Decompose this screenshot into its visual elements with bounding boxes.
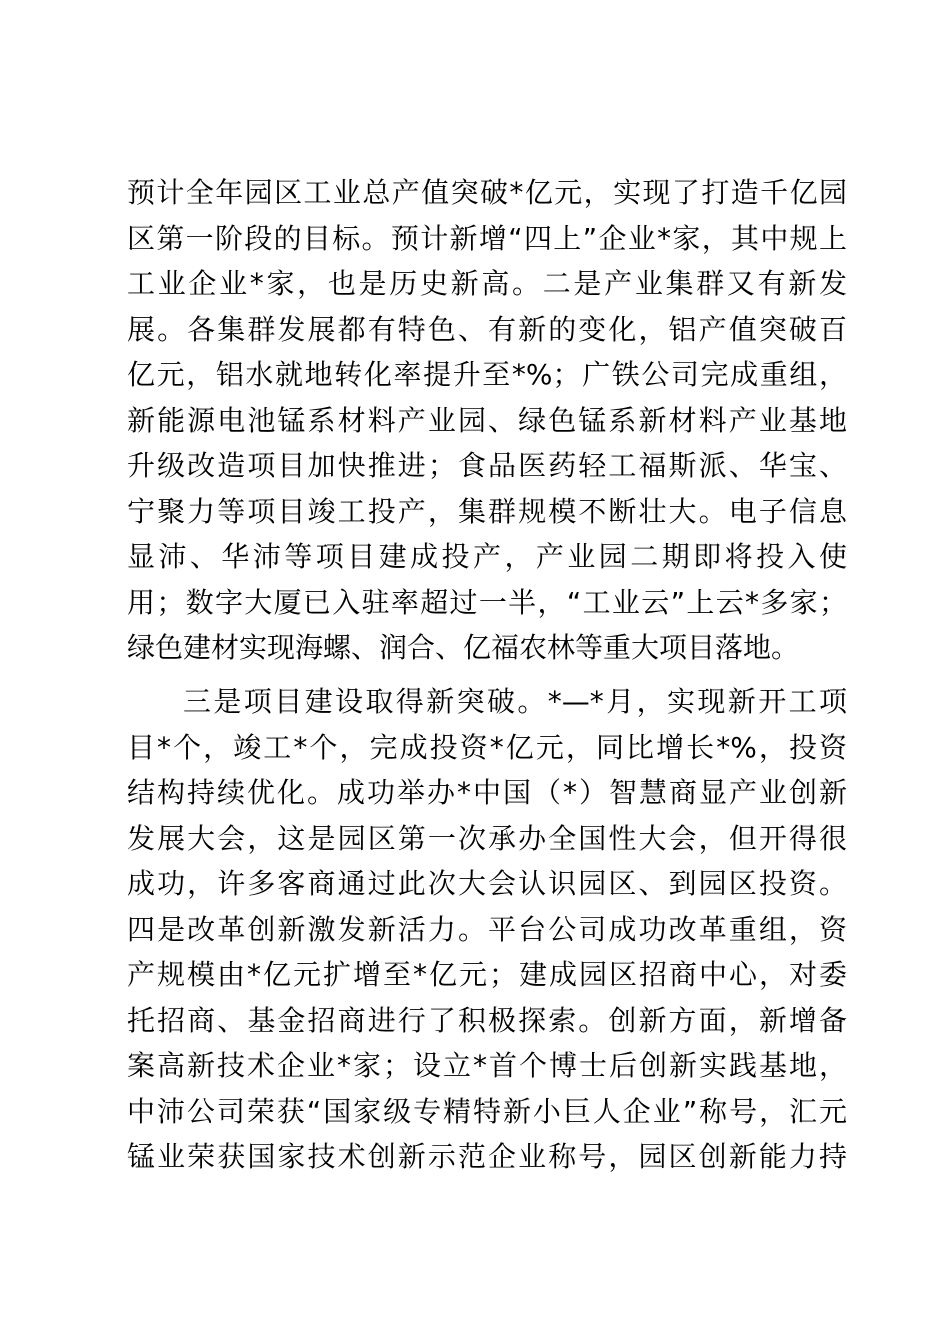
text-line: 新能源电池锰系材料产业园、绿色锰系新材料产业基地 bbox=[127, 403, 847, 437]
text-line: 升级改造项目加快推进；食品医药轻工福斯派、华宝、 bbox=[127, 449, 847, 482]
text-line: 三是项目建设取得新突破。*—*月，实现新开工项 bbox=[183, 685, 847, 718]
text-line: 绿色建材实现海螺、润合、亿福农林等重大项目落地。 bbox=[127, 631, 800, 664]
text-line: 锰业荣获国家技术创新示范企业称号，园区创新能力持 bbox=[127, 1140, 847, 1173]
text-line: 发展大会，这是园区第一次承办全国性大会，但开得很 bbox=[127, 821, 847, 855]
text-line: 用；数字大厦已入驻率超过一半，“工业云”上云*多家； bbox=[127, 585, 847, 619]
text-line: 案高新技术企业*家；设立*首个博士后创新实践基地， bbox=[127, 1049, 847, 1082]
text-line: 产规模由*亿元扩增至*亿元；建成园区招商中心，对委 bbox=[127, 958, 847, 991]
text-line: 结构持续优化。成功举办*中国（*）智慧商显产业创新 bbox=[127, 776, 847, 809]
paragraph-2 bbox=[127, 679, 847, 1180]
text-line: 目*个，竣工*个，完成投资*亿元，同比增长*%，投资 bbox=[127, 730, 847, 764]
text-line: 成功，许多客商通过此次大会认识园区、到园区投资。 bbox=[127, 867, 847, 900]
paragraph-1 bbox=[127, 170, 847, 671]
text-line: 亿元，铝水就地转化率提升至*%；广铁公司完成重组， bbox=[127, 358, 847, 391]
text-line: 区第一阶段的目标。预计新增“四上”企业*家，其中规上 bbox=[127, 221, 847, 255]
text-line: 宁聚力等项目竣工投产，集群规模不断壮大。电子信息 bbox=[127, 494, 847, 528]
text-line: 工业企业*家，也是历史新高。二是产业集群又有新发 bbox=[127, 267, 847, 300]
text-line: 中沛公司荣获“国家级专精特新小巨人企业”称号，汇元 bbox=[127, 1094, 847, 1128]
text-line: 托招商、基金招商进行了积极探索。创新方面，新增备 bbox=[127, 1003, 847, 1037]
text-line: 显沛、华沛等项目建成投产，产业园二期即将投入使 bbox=[127, 540, 847, 573]
text-line: 四是改革创新激发新活力。平台公司成功改革重组，资 bbox=[127, 912, 847, 946]
text-line: 预计全年园区工业总产值突破*亿元，实现了打造千亿园 bbox=[127, 176, 847, 209]
text-line: 展。各集群发展都有特色、有新的变化，铝产值突破百 bbox=[127, 312, 847, 346]
